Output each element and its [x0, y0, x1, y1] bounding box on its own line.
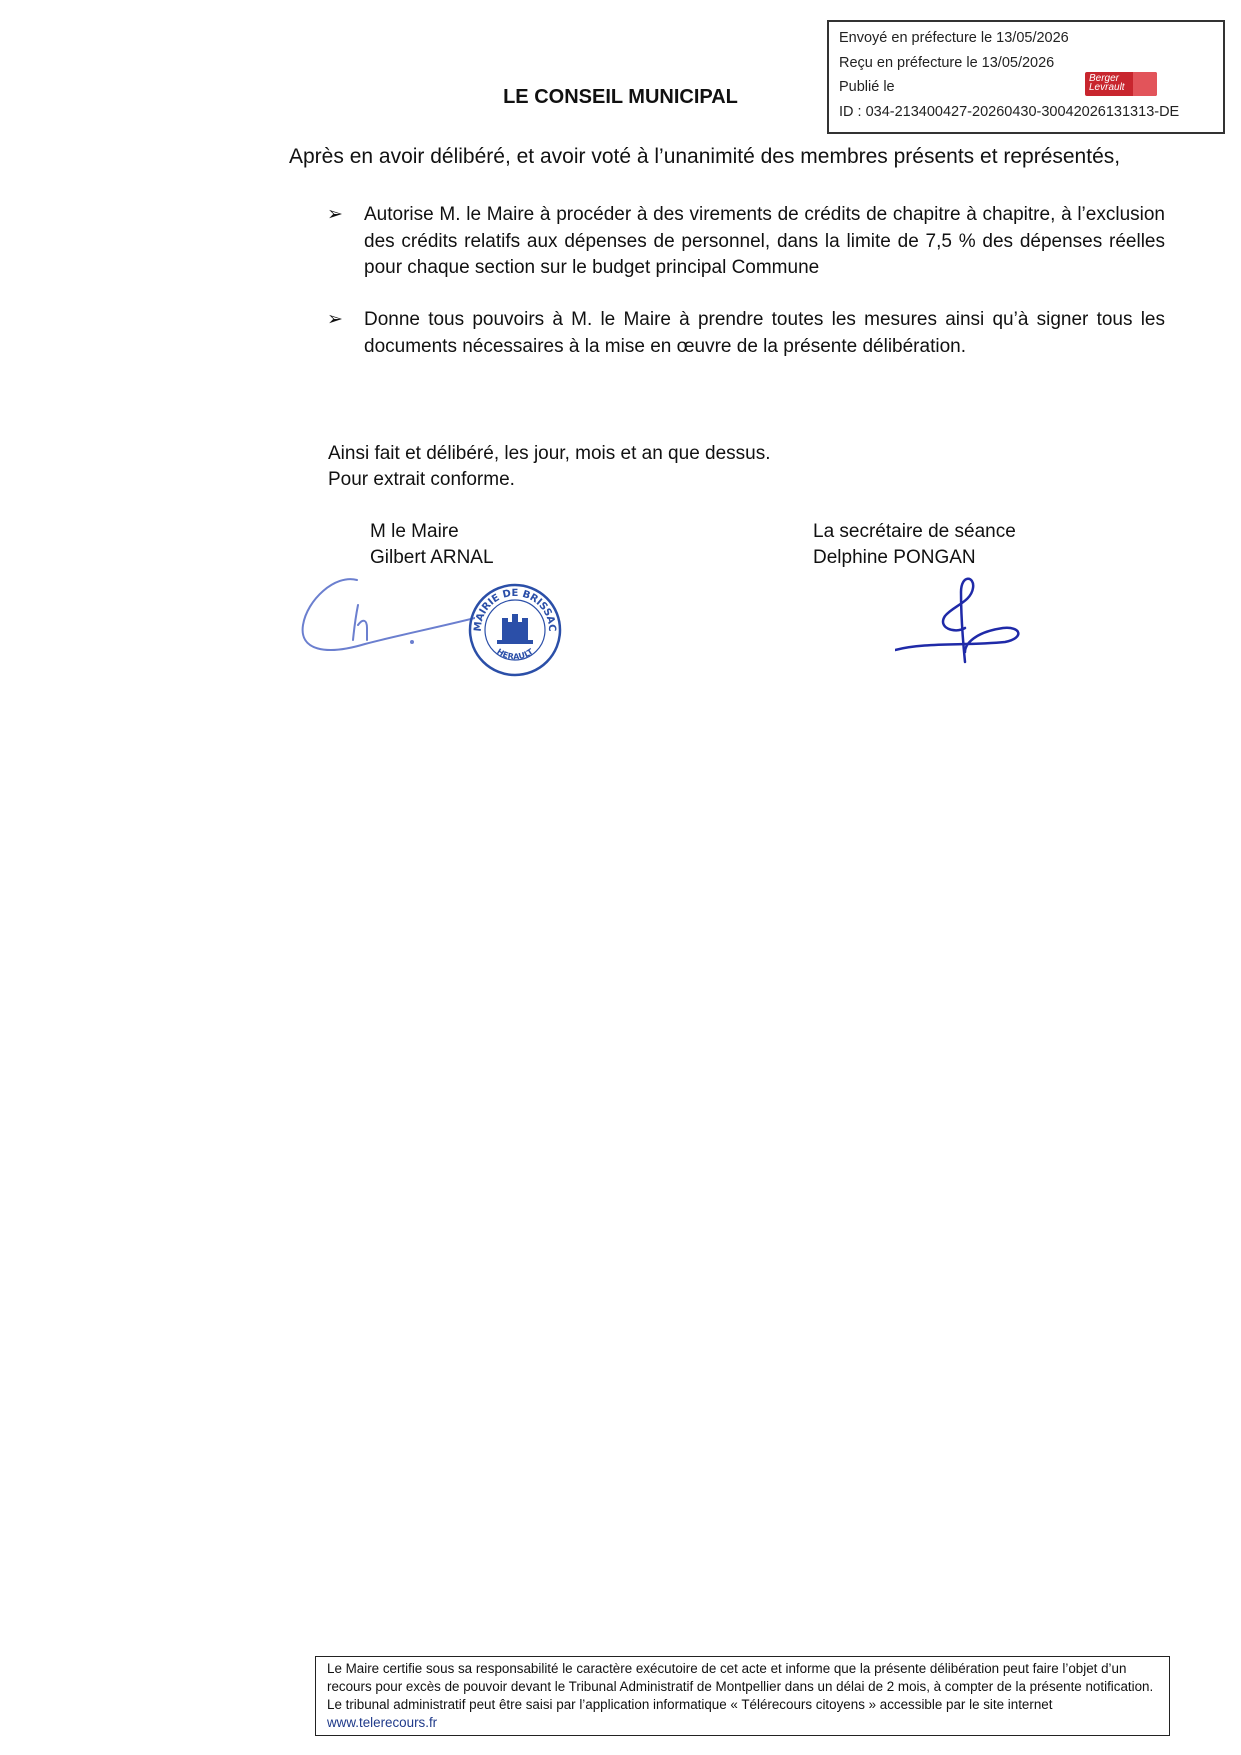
intro-text: Après en avoir délibéré, et avoir voté à l’unanimité des membres présents et représentés, [289, 145, 1121, 168]
closing-line-1: Ainsi fait et délibéré, les jour, mois et an que dessus. [328, 443, 771, 464]
mairie-seal [467, 582, 563, 678]
arrow-bullet-icon: ➢ [327, 204, 343, 225]
prefecture-stamp [827, 20, 1225, 134]
stamp-sent-date: Envoyé en préfecture le 13/05/2026 [839, 30, 1069, 46]
seal-top-text: MAIRIE DE BRISSAC [472, 588, 558, 632]
castle-icon [497, 614, 533, 644]
mayor-title: M le Maire [370, 521, 459, 542]
secretary-name: Delphine PONGAN [813, 547, 976, 568]
stamp-received-date: Reçu en préfecture le 13/05/2026 [839, 55, 1055, 71]
legal-notice-text: Le Maire certifie sous sa responsabilité le caractère exécutoire de cet acte et informe que la présente délibération peut faire l’objet d’un recours pour excès de pouvoir devant le Tribunal Administratif de Montpellier dans un délai de 2 mois, à compter de la présente notification. Le tribunal administratif peut être saisi par l’application informatique « Télérecours citoyens » accessible par le site internet [327, 1661, 1154, 1712]
page-heading: LE CONSEIL MUNICIPAL [503, 86, 738, 108]
bullet-item [327, 307, 1165, 360]
secretary-title: La secrétaire de séance [813, 521, 1016, 542]
secretary-signature [895, 572, 1025, 672]
mayor-name: Gilbert ARNAL [370, 547, 494, 568]
svg-text:HERAULT [495, 647, 535, 662]
stamp-id: ID : 034-213400427-20260430-30042026131313-DE [839, 104, 1180, 120]
logo-line-2: Levrault [1089, 82, 1125, 93]
closing-line-2: Pour extrait conforme. [328, 469, 515, 490]
bullet-text: Donne tous pouvoirs à M. le Maire à prendre toutes les mesures ainsi qu’à signer tous les documents nécessaires à la mise en œuvre de la présente délibération. [364, 309, 1165, 357]
logo-line-1: Berger [1089, 73, 1120, 84]
berger-levrault-logo [1085, 72, 1157, 96]
legal-notice [315, 1656, 1170, 1736]
telerecours-link[interactable]: www.telerecours.fr [327, 1715, 438, 1730]
arrow-bullet-icon: ➢ [327, 309, 343, 330]
bullet-item [327, 202, 1165, 282]
mayor-signature [295, 570, 475, 670]
bullet-text: Autorise M. le Maire à procéder à des virements de crédits de chapitre à chapitre, à l’exclusion des crédits relatifs aux dépenses de personnel, dans la limite de 7,5 % des dépenses réelles pour chaque section sur le budget principal Commune [364, 204, 1165, 278]
seal-bottom-text: HERAULT [495, 646, 535, 662]
stamp-published: Publié le [839, 79, 895, 95]
